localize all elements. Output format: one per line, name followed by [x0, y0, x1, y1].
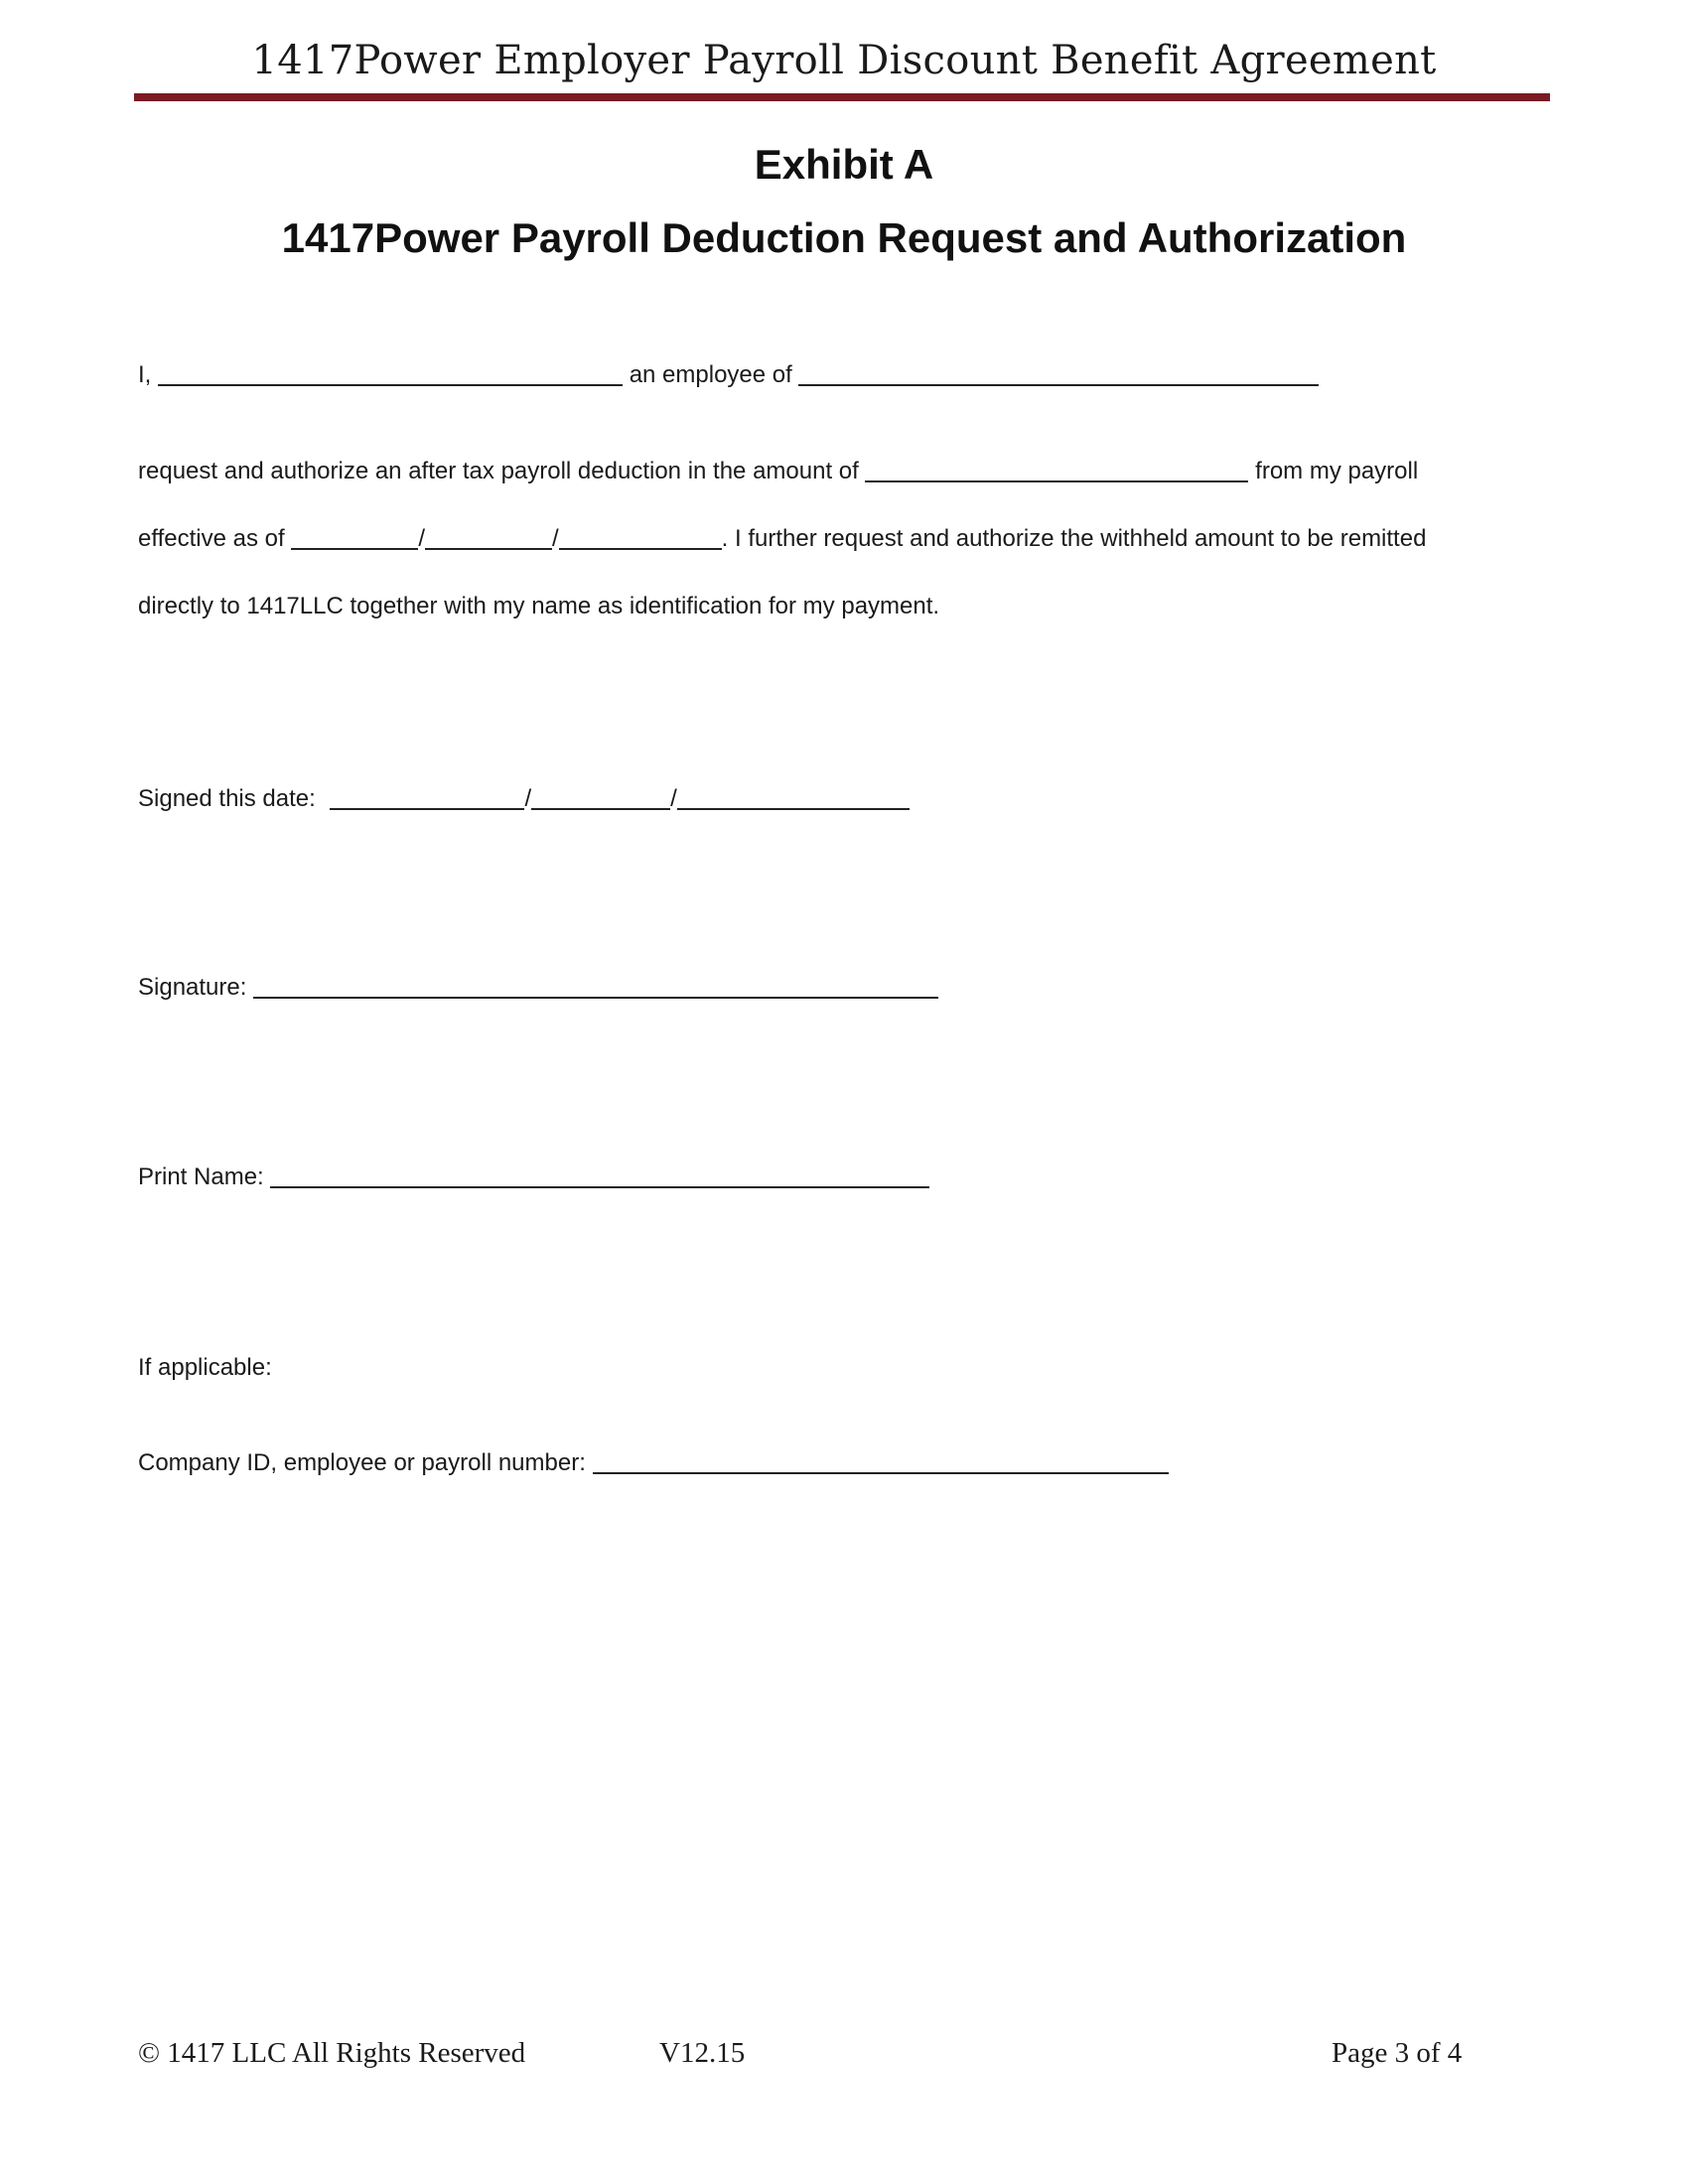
- print-name-line: [138, 1162, 929, 1192]
- print-name-label: Print Name:: [138, 1163, 264, 1190]
- signed-day-blank[interactable]: [531, 784, 670, 810]
- deduction-amount-suffix: from my payroll: [1255, 458, 1419, 484]
- signed-date-label: Signed this date:: [138, 785, 316, 812]
- form-title: 1417Power Payroll Deduction Request and Authorization: [281, 214, 1407, 261]
- effective-day-blank[interactable]: [425, 524, 552, 550]
- signature-line: [138, 973, 938, 1003]
- if-applicable-label: If applicable:: [138, 1354, 272, 1381]
- deduction-amount-blank[interactable]: [865, 457, 1248, 482]
- effective-date-line: [138, 524, 1426, 554]
- employer-name-blank[interactable]: [798, 360, 1319, 386]
- effective-month-blank[interactable]: [291, 524, 418, 550]
- employee-prefix: I,: [138, 361, 152, 388]
- signed-year-blank[interactable]: [677, 784, 910, 810]
- date-separator: /: [670, 785, 677, 812]
- date-separator: /: [524, 785, 532, 812]
- date-separator: /: [552, 525, 559, 552]
- running-header: 1417Power Employer Payroll Discount Benefit Agreement: [251, 38, 1437, 83]
- footer-copyright: © 1417 LLC All Rights Reserved: [138, 2037, 526, 2069]
- deduction-amount-line: [138, 457, 1418, 486]
- employer-prefix: an employee of: [629, 361, 792, 388]
- company-id-label: Company ID, employee or payroll number:: [138, 1449, 586, 1476]
- effective-date-prefix: effective as of: [138, 525, 285, 552]
- print-name-blank[interactable]: [270, 1162, 929, 1188]
- signed-date-line: [138, 784, 910, 814]
- company-id-blank[interactable]: [593, 1448, 1169, 1474]
- employee-line: [138, 360, 1319, 390]
- header-rule: [134, 93, 1550, 101]
- signature-blank[interactable]: [253, 973, 938, 999]
- footer-page-number: Page 3 of 4: [1332, 2037, 1463, 2069]
- signed-month-blank[interactable]: [330, 784, 524, 810]
- footer-version: V12.15: [659, 2037, 746, 2069]
- deduction-amount-prefix: request and authorize an after tax payroll deduction in the amount of: [138, 458, 859, 484]
- effective-date-suffix: . I further request and authorize the withheld amount to be remitted: [721, 525, 1427, 552]
- employee-name-blank[interactable]: [158, 360, 623, 386]
- date-separator: /: [418, 525, 425, 552]
- exhibit-title: Exhibit A: [754, 141, 934, 188]
- remittance-line: directly to 1417LLC together with my name as identification for my payment.: [138, 593, 940, 619]
- signature-label: Signature:: [138, 974, 247, 1001]
- company-id-line: [138, 1448, 1169, 1478]
- effective-year-blank[interactable]: [559, 524, 722, 550]
